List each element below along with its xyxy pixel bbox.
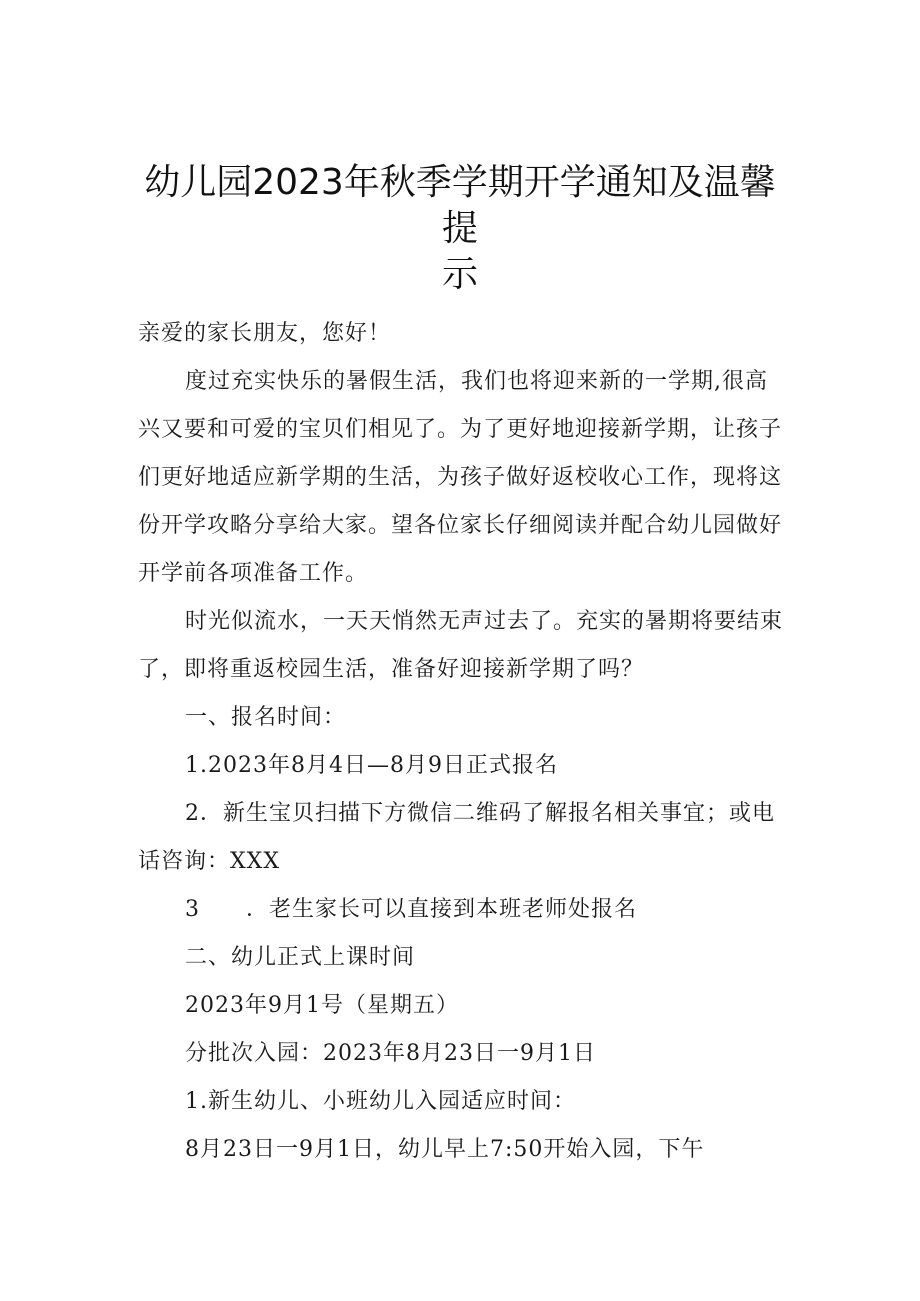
section2-date: 2023年9月1号（星期五） (185, 993, 459, 1018)
section1-item-3-text: ．老生家长可以直接到本班老师处报名 (246, 897, 638, 922)
section1-item-1: 1.2023年8月4日—8月9日正式报名 (185, 753, 558, 778)
title-line-2: 示 (441, 254, 478, 295)
intro-line-4: 份开学攻略分享给大家。望各位家长仔细阅读并配合幼儿园做好 (138, 513, 783, 538)
intro-line-2: 兴又要和可爱的宝贝们相见了。为了更好地迎接新学期，让孩子 (138, 417, 783, 442)
intro-line-5: 开学前各项准备工作。 (138, 561, 369, 586)
section2-heading: 二、幼儿正式上课时间 (185, 945, 416, 970)
document-title (130, 160, 790, 298)
section2-batch: 分批次入园：2023年8月23日一9月1日 (185, 1041, 596, 1066)
section2-item-1: 1.新生幼儿、小班幼儿入园适应时间： (185, 1089, 576, 1114)
section1-item-2-line-1: 2．新生宝贝扫描下方微信二维码了解报名相关事宜；或电 (185, 801, 775, 826)
title-line-1: 幼儿园2023年秋季学期开学通知及温馨提 (144, 162, 776, 249)
intro-line-1: 度过充实快乐的暑假生活，我们也将迎来新的一学期,很高 (185, 369, 768, 394)
section1-item-3-number: 3 (185, 897, 200, 922)
section1-item-2-line-2: 话咨询：XXX (138, 849, 280, 874)
greeting: 亲爱的家长朋友，您好！ (138, 321, 392, 346)
section2-item-1-detail: 8月23日一9月1日，幼儿早上7:50开始入园，下午 (185, 1137, 705, 1162)
para2-line-2: 了，即将重返校园生活，准备好迎接新学期了吗？ (138, 657, 645, 682)
para2-line-1: 时光似流水，一天天悄然无声过去了。充实的暑期将要结束 (185, 609, 784, 634)
section1-item-3 (185, 892, 637, 923)
intro-line-3: 们更好地适应新学期的生活，为孩子做好返校收心工作，现将这 (138, 465, 783, 490)
section1-heading: 一、报名时间： (185, 705, 347, 730)
